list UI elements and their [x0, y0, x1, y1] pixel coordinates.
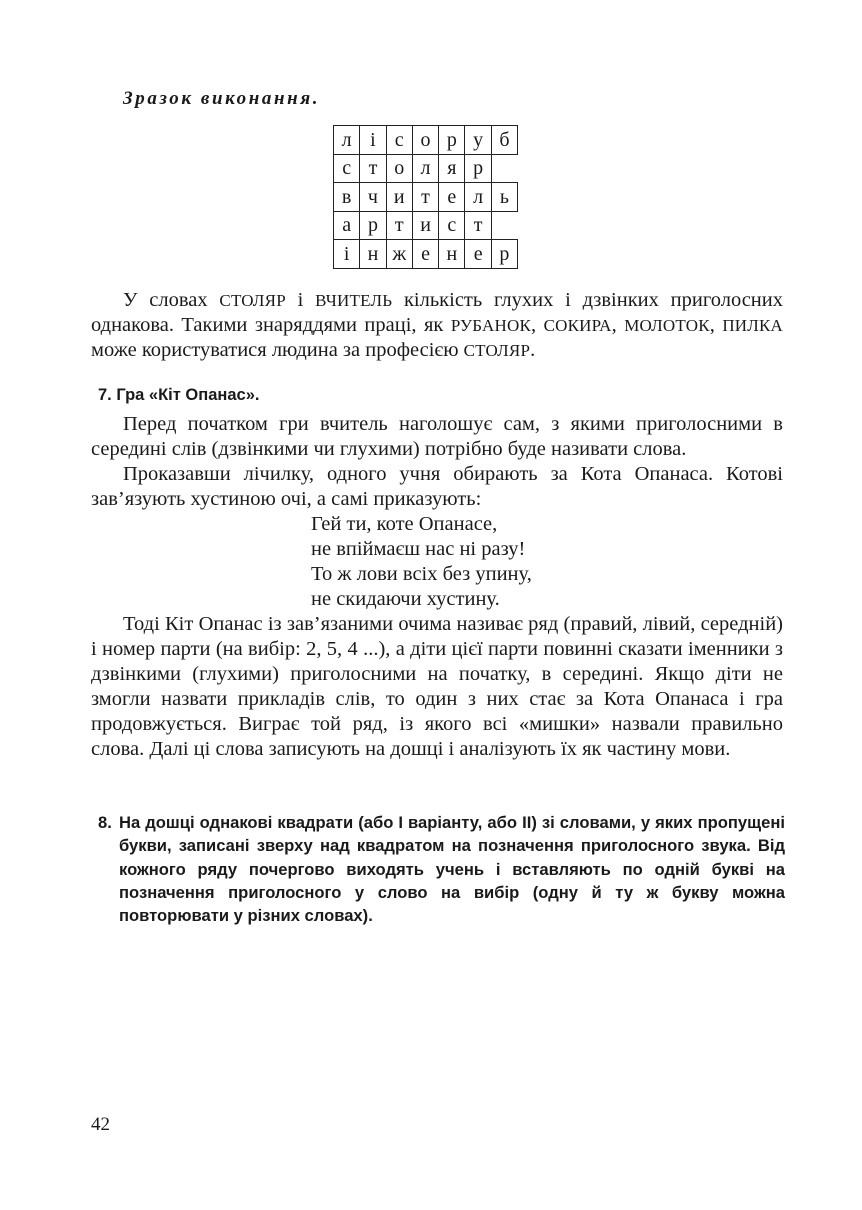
grid-cell: р [465, 154, 491, 183]
word-axe: СОКИРА [543, 316, 612, 335]
grid-cell: л [465, 183, 491, 212]
grid-cell: т [360, 154, 386, 183]
poem [311, 512, 532, 612]
grid-cell: л [334, 126, 360, 155]
grid-cell: л [412, 154, 438, 183]
grid-cell: о [412, 126, 438, 155]
grid-cell: н [439, 240, 465, 269]
paragraph-professions: У словах СТОЛЯР і ВЧИТЕЛЬ кількість глухих і дзвінких приголосних однакова. Такими знаряддями праці, як РУБАНОК, СОКИРА, МОЛОТОК, ПИЛКА може користуватися людина за професією СТОЛЯР. [91, 289, 784, 361]
letter-grid [333, 125, 518, 269]
sample-title: Зразок виконання. [123, 88, 321, 109]
grid-cell: т [386, 211, 412, 240]
grid-cell: с [334, 154, 360, 183]
grid-cell: ь [491, 183, 517, 212]
grid-row [334, 240, 518, 269]
word-hammer: МОЛОТОК [624, 316, 710, 335]
grid-cell: ч [360, 183, 386, 212]
grid-cell: і [334, 240, 360, 269]
grid-cell: т [412, 183, 438, 212]
grid-cell: я [439, 154, 465, 183]
grid-cell: у [465, 126, 491, 155]
section-7-paragraph-3: Тоді Кіт Опанас із зав’язаними очима називає ряд (правий, лівий, середній) і номер парти (на вибір: 2, 5, 4 ...), а діти цієї парти повинні сказати іменники з дзвінкими (глухими) приголосними на початку, в середині. Якщо діти не змогли назвати прикладів слів, то один з них стає за Кота Опанаса і гра продовжується. Виграє той ряд, із якого всі «мишки» назвали правильно слова. Далі ці слова записують на дошці і аналізують їх як частину мови. [91, 613, 783, 760]
grid-cell: с [439, 211, 465, 240]
grid-cell: р [439, 126, 465, 155]
grid-cell: і [360, 126, 386, 155]
grid-cell: р [360, 211, 386, 240]
grid-cell: е [412, 240, 438, 269]
grid-cell [491, 211, 517, 240]
word-saw: ПИЛКА [722, 316, 784, 335]
grid-cell: т [465, 211, 491, 240]
grid-cell: е [439, 183, 465, 212]
poem-line: не скидаючи хустину. [311, 588, 500, 610]
grid-row [334, 154, 518, 183]
grid-cell [491, 154, 517, 183]
section-7-paragraph-1: Перед початком гри вчитель наголошує сам, з якими приголосними в середині слів (дзвінкими чи глухими) потрібно буде називати слова. [91, 413, 783, 460]
section-7-heading: 7. Гра «Кіт Опанас». [98, 386, 260, 404]
page-number: 42 [91, 1114, 110, 1135]
grid-cell: и [412, 211, 438, 240]
grid-cell: с [386, 126, 412, 155]
grid-cell: о [386, 154, 412, 183]
grid-cell: и [386, 183, 412, 212]
grid-cell: б [491, 126, 517, 155]
poem-line: Гей ти, коте Опанасе, [311, 513, 498, 535]
grid-cell: а [334, 211, 360, 240]
grid-cell: н [360, 240, 386, 269]
poem-line: То ж лови всіх без упину, [311, 563, 532, 585]
section-8-number: 8. [98, 813, 112, 832]
grid-row [334, 126, 518, 155]
grid-cell: ж [386, 240, 412, 269]
word-carpenter: СТОЛЯР [219, 291, 286, 310]
grid-cell: е [465, 240, 491, 269]
grid-cell: в [334, 183, 360, 212]
word-carpenter-2: СТОЛЯР [463, 341, 531, 360]
section-8-text: На дошці однакові квадрати (або І варіанту, або ІІ) зі словами, у яких пропущені букви, записані зверху над квадратом на позначення приголосного звука. Від кожного ряду почергово виходять учень і вставляють по одній букві на позначення приголосного у слово на вибір (одну й ту ж букву можна повторювати у різних словах). [119, 813, 785, 926]
section-8 [98, 811, 785, 927]
grid-cell: р [491, 240, 517, 269]
word-plane: РУБАНОК [450, 316, 532, 335]
grid-row [334, 183, 518, 212]
grid-row [334, 211, 518, 240]
section-7-paragraph-2: Проказавши лічилку, одного учня обирають за Кота Опанаса. Котові зав’язують хустиною очі, а самі приказують: [91, 463, 783, 510]
poem-line: не впіймаєш нас ні разу! [311, 538, 526, 560]
word-teacher: ВЧИТЕЛЬ [315, 291, 393, 310]
